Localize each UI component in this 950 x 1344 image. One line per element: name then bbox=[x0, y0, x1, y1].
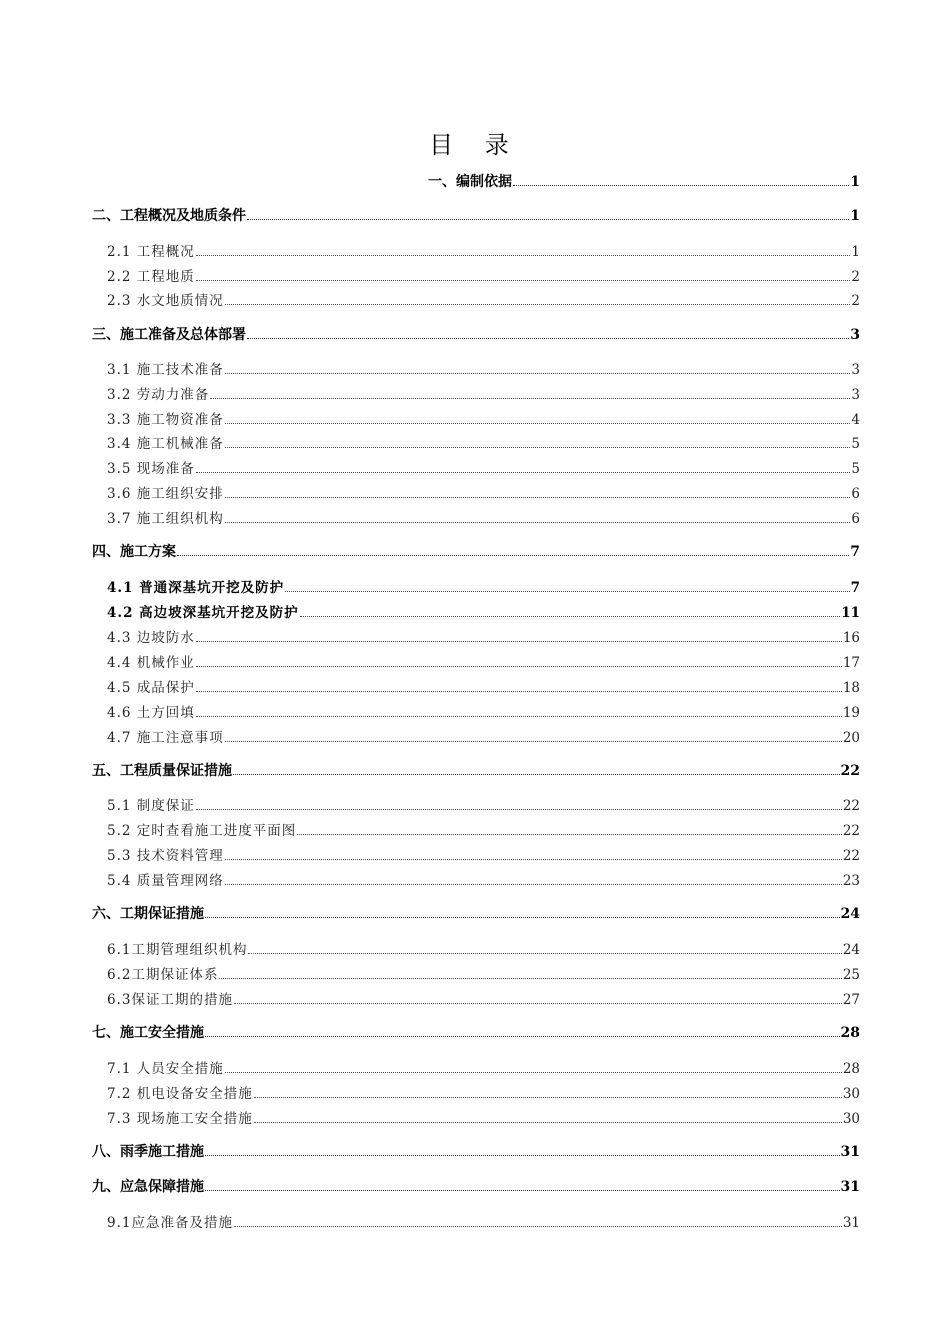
toc-entry[interactable] bbox=[92, 760, 860, 780]
toc-entry-page-number: 31 bbox=[842, 1215, 860, 1231]
toc-entry-page-number: 3 bbox=[850, 327, 860, 343]
toc-entry-label: 四、施工方案 bbox=[92, 544, 176, 560]
toc-dot-leader bbox=[196, 691, 842, 692]
toc-entry[interactable] bbox=[107, 794, 860, 814]
toc-entry[interactable] bbox=[107, 358, 860, 378]
toc-entry-label: 五、工程质量保证措施 bbox=[92, 763, 232, 779]
toc-entry-label: 3.6 施工组织安排 bbox=[107, 486, 224, 502]
toc-entry-label: 4.4 机械作业 bbox=[107, 655, 195, 671]
toc-entry[interactable] bbox=[107, 1082, 860, 1102]
toc-entry[interactable] bbox=[92, 205, 860, 225]
toc-entry[interactable] bbox=[107, 869, 860, 889]
toc-dot-leader bbox=[225, 859, 842, 860]
toc-dot-leader bbox=[205, 1155, 840, 1156]
toc-entry-page-number: 20 bbox=[842, 730, 860, 746]
toc-entry-label: 5.2 定时查看施工进度平面图 bbox=[107, 823, 297, 839]
toc-entry-page-number: 1 bbox=[851, 244, 860, 260]
toc-entry-page-number: 16 bbox=[842, 630, 860, 646]
toc-entry[interactable] bbox=[92, 1022, 860, 1042]
toc-entry-page-number: 28 bbox=[842, 1061, 860, 1077]
toc-entry-page-number: 1 bbox=[850, 208, 860, 224]
toc-entry[interactable] bbox=[107, 601, 860, 621]
toc-entry-page-number: 2 bbox=[851, 293, 860, 309]
toc-dot-leader bbox=[225, 497, 851, 498]
toc-dot-leader bbox=[234, 1226, 842, 1227]
toc-dot-leader bbox=[196, 716, 842, 717]
toc-dot-leader bbox=[177, 555, 849, 556]
toc-entry-label: 5.4 质量管理网络 bbox=[107, 873, 224, 889]
toc-entry-page-number: 22 bbox=[842, 848, 860, 864]
toc-entry[interactable] bbox=[92, 903, 860, 923]
toc-entry[interactable] bbox=[107, 289, 860, 309]
toc-entry-page-number: 3 bbox=[851, 362, 860, 378]
toc-dot-leader bbox=[247, 219, 849, 220]
toc-entry-label: 5.3 技术资料管理 bbox=[107, 848, 224, 864]
toc-entry-label: 二、工程概况及地质条件 bbox=[92, 208, 246, 224]
toc-entry-page-number: 3 bbox=[851, 387, 860, 403]
toc-entry-label: 7.1 人员安全措施 bbox=[107, 1061, 224, 1077]
toc-dot-leader bbox=[297, 834, 842, 835]
toc-dot-leader bbox=[225, 522, 851, 523]
toc-entry-page-number: 22 bbox=[842, 823, 860, 839]
toc-dot-leader bbox=[247, 338, 849, 339]
toc-dot-leader bbox=[210, 398, 850, 399]
toc-entry[interactable] bbox=[107, 408, 860, 428]
toc-dot-leader bbox=[300, 616, 841, 617]
toc-dot-leader bbox=[225, 304, 851, 305]
toc-entry-label: 七、施工安全措施 bbox=[92, 1025, 204, 1041]
toc-entry-label: 3.5 现场准备 bbox=[107, 461, 195, 477]
toc-entry-label: 5.1 制度保证 bbox=[107, 798, 195, 814]
toc-entry-page-number: 11 bbox=[841, 605, 860, 621]
toc-entry-page-number: 19 bbox=[842, 705, 860, 721]
toc-entry[interactable] bbox=[107, 265, 860, 285]
toc-entry[interactable] bbox=[92, 541, 860, 561]
toc-dot-leader bbox=[196, 280, 851, 281]
toc-dot-leader bbox=[196, 472, 851, 473]
toc-entry-page-number: 24 bbox=[840, 906, 860, 922]
toc-entry-page-number: 30 bbox=[842, 1111, 860, 1127]
toc-entry[interactable] bbox=[428, 171, 860, 191]
toc-entry[interactable] bbox=[107, 819, 860, 839]
toc-entry[interactable] bbox=[107, 576, 860, 596]
toc-entry-label: 6.3保证工期的措施 bbox=[107, 992, 233, 1008]
toc-entry[interactable] bbox=[107, 1057, 860, 1077]
toc-dot-leader bbox=[225, 447, 851, 448]
toc-dot-leader bbox=[248, 953, 841, 954]
toc-entry-label: 4.7 施工注意事项 bbox=[107, 730, 224, 746]
toc-entry-label: 7.3 现场施工安全措施 bbox=[107, 1111, 253, 1127]
toc-entry[interactable] bbox=[107, 651, 860, 671]
toc-dot-leader bbox=[225, 884, 842, 885]
toc-dot-leader bbox=[254, 1097, 842, 1098]
toc-dot-leader bbox=[205, 917, 840, 918]
toc-entry-label: 2.3 水文地质情况 bbox=[107, 293, 224, 309]
toc-entry[interactable] bbox=[107, 676, 860, 696]
toc-entry-page-number: 17 bbox=[842, 655, 860, 671]
toc-entry-page-number: 4 bbox=[851, 412, 860, 428]
toc-entry-page-number: 31 bbox=[840, 1179, 860, 1195]
toc-entry-label: 4.5 成品保护 bbox=[107, 680, 195, 696]
toc-entry-label: 4.6 土方回填 bbox=[107, 705, 195, 721]
toc-entry-page-number: 24 bbox=[842, 942, 860, 958]
toc-entry[interactable] bbox=[107, 432, 860, 452]
toc-entry[interactable] bbox=[107, 844, 860, 864]
toc-entry-label: 3.2 劳动力准备 bbox=[107, 387, 210, 403]
toc-entry[interactable] bbox=[107, 938, 860, 958]
toc-dot-leader bbox=[205, 1036, 840, 1037]
toc-entry-page-number: 2 bbox=[851, 269, 860, 285]
toc-entry-label: 6.1工期管理组织机构 bbox=[107, 942, 248, 958]
toc-entry-page-number: 31 bbox=[840, 1144, 860, 1160]
toc-entry-page-number: 27 bbox=[842, 992, 860, 1008]
toc-entry-page-number: 18 bbox=[842, 680, 860, 696]
toc-dot-leader bbox=[219, 978, 841, 979]
toc-entry[interactable] bbox=[107, 1107, 860, 1127]
toc-entry[interactable] bbox=[107, 507, 860, 527]
toc-entry[interactable] bbox=[107, 383, 860, 403]
toc-entry-label: 6.2工期保证体系 bbox=[107, 967, 219, 983]
toc-entry-label: 八、雨季施工措施 bbox=[92, 1144, 204, 1160]
toc-entry-label: 3.7 施工组织机构 bbox=[107, 511, 224, 527]
toc-entry[interactable] bbox=[92, 1176, 860, 1196]
toc-dot-leader bbox=[513, 185, 849, 186]
toc-entry[interactable] bbox=[107, 482, 860, 502]
toc-entry[interactable] bbox=[107, 726, 860, 746]
toc-entry-label: 三、施工准备及总体部署 bbox=[92, 327, 246, 343]
toc-entry-label: 3.3 施工物资准备 bbox=[107, 412, 224, 428]
toc-entry-label: 2.1 工程概况 bbox=[107, 244, 195, 260]
toc-entry-page-number: 23 bbox=[842, 873, 860, 889]
toc-dot-leader bbox=[233, 774, 840, 775]
toc-dot-leader bbox=[196, 666, 842, 667]
toc-entry-page-number: 5 bbox=[851, 461, 860, 477]
toc-entry-label: 7.2 机电设备安全措施 bbox=[107, 1086, 253, 1102]
toc-dot-leader bbox=[254, 1122, 842, 1123]
toc-entry[interactable] bbox=[107, 457, 860, 477]
toc-entry-page-number: 6 bbox=[851, 486, 860, 502]
toc-entry-page-number: 22 bbox=[842, 798, 860, 814]
toc-entry[interactable] bbox=[107, 988, 860, 1008]
toc-entry-page-number: 7 bbox=[850, 544, 860, 560]
toc-dot-leader bbox=[285, 591, 849, 592]
toc-entry-label: 4.1 普通深基坑开挖及防护 bbox=[107, 580, 285, 596]
toc-entry-label: 3.1 施工技术准备 bbox=[107, 362, 224, 378]
toc-dot-leader bbox=[196, 809, 842, 810]
toc-dot-leader bbox=[225, 373, 851, 374]
toc-entry-page-number: 28 bbox=[840, 1025, 860, 1041]
toc-entry-label: 一、编制依据 bbox=[428, 174, 512, 190]
toc-title: 目 录 bbox=[429, 131, 521, 159]
toc-entry-page-number: 5 bbox=[851, 436, 860, 452]
toc-entry-label: 九、应急保障措施 bbox=[92, 1179, 204, 1195]
toc-entry-label: 4.2 高边坡深基坑开挖及防护 bbox=[107, 605, 299, 621]
toc-entry-page-number: 6 bbox=[851, 511, 860, 527]
toc-dot-leader bbox=[205, 1190, 840, 1191]
toc-entry[interactable] bbox=[92, 1141, 860, 1161]
toc-entry-page-number: 1 bbox=[850, 174, 860, 190]
toc-entry-label: 六、工期保证措施 bbox=[92, 906, 204, 922]
toc-entry-page-number: 7 bbox=[850, 580, 860, 596]
toc-dot-leader bbox=[225, 741, 842, 742]
toc-entry[interactable] bbox=[107, 701, 860, 721]
toc-entry-page-number: 22 bbox=[840, 763, 860, 779]
toc-dot-leader bbox=[234, 1003, 842, 1004]
toc-entry-label: 9.1应急准备及措施 bbox=[107, 1215, 233, 1231]
toc-dot-leader bbox=[225, 1072, 842, 1073]
toc-entry-label: 3.4 施工机械准备 bbox=[107, 436, 224, 452]
toc-dot-leader bbox=[196, 255, 851, 256]
toc-entry-page-number: 30 bbox=[842, 1086, 860, 1102]
toc-entry[interactable] bbox=[107, 963, 860, 983]
toc-entry[interactable] bbox=[92, 324, 860, 344]
toc-entry[interactable] bbox=[107, 626, 860, 646]
toc-dot-leader bbox=[196, 641, 842, 642]
toc-entry[interactable] bbox=[107, 1211, 860, 1231]
toc-entry-label: 4.3 边坡防水 bbox=[107, 630, 195, 646]
toc-entry-page-number: 25 bbox=[842, 967, 860, 983]
toc-dot-leader bbox=[225, 423, 851, 424]
toc-entry[interactable] bbox=[107, 240, 860, 260]
toc-entry-label: 2.2 工程地质 bbox=[107, 269, 195, 285]
